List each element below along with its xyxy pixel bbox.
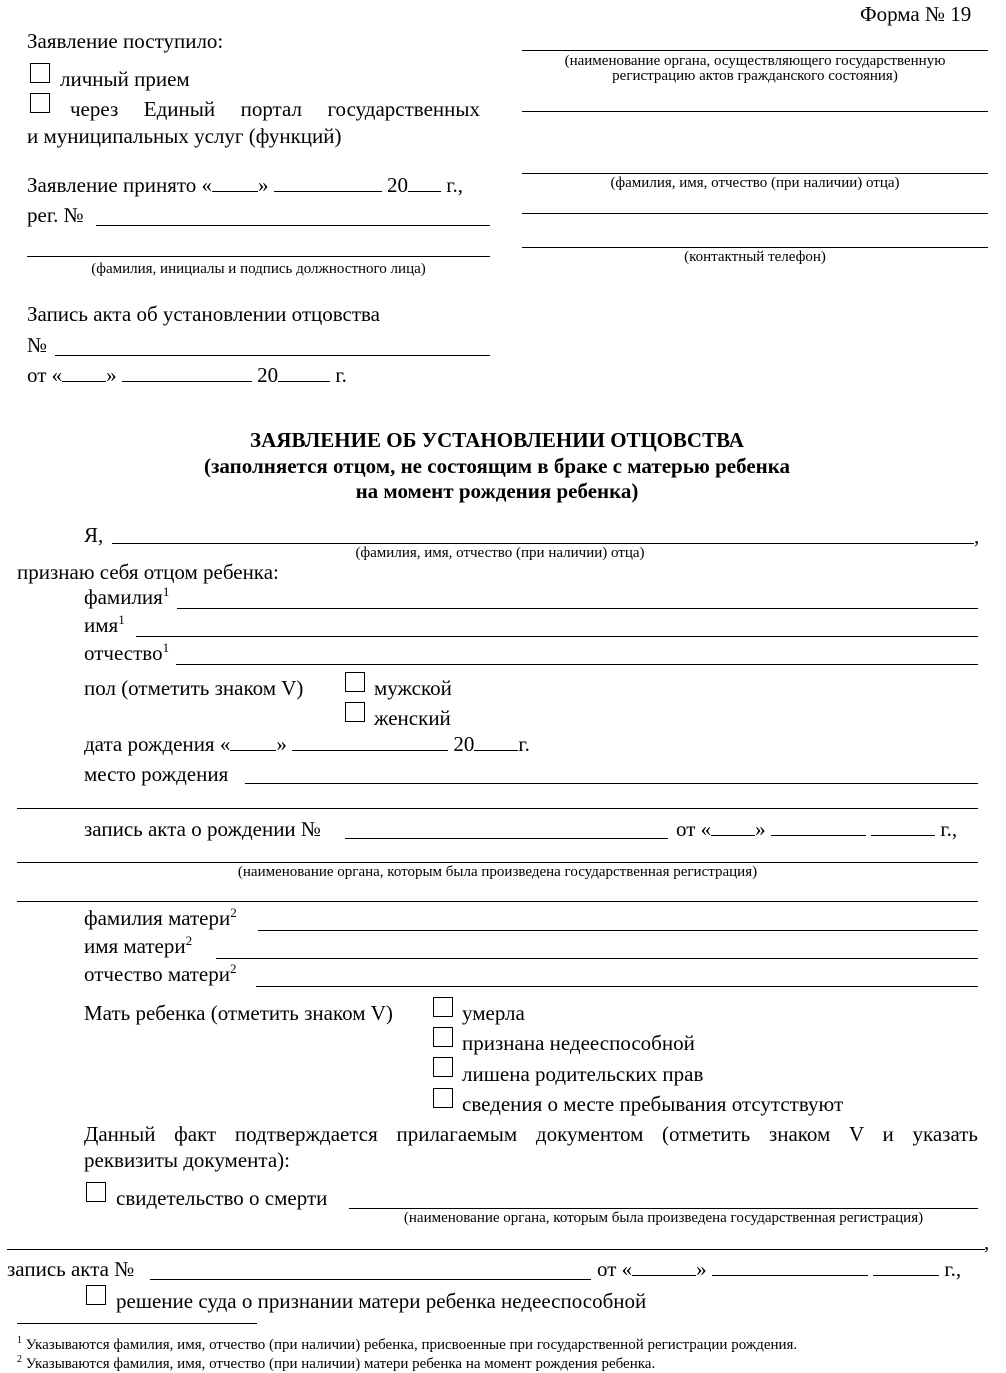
- record-year-prefix: 20: [257, 363, 279, 387]
- birth-record-authority-field-extra[interactable]: [17, 901, 978, 902]
- birth-date-prefix: дата рождения «: [84, 732, 231, 756]
- birth-record-authority-caption: (наименование органа, которым была произведена государственная регистрация): [237, 864, 758, 880]
- option-portal-line2: и муниципальных услуг (функций): [27, 124, 342, 148]
- footnote-ref-1: 1: [118, 612, 125, 627]
- option-portal-line1: через Единый портал государственных: [70, 97, 480, 121]
- birth-date-line: [84, 732, 530, 756]
- death-certificate-caption: (наименование органа, которым была произведена государственная регистрация): [403, 1210, 924, 1226]
- record-year-suffix: г.: [335, 363, 347, 387]
- birth-record-quote-close: »: [755, 817, 766, 841]
- accepted-year-suffix: г.,: [446, 173, 464, 197]
- record-month-field[interactable]: [122, 363, 252, 382]
- mother-patronymic-label: [84, 962, 237, 986]
- mother-patronymic-text: отчество матери: [84, 962, 230, 986]
- intake-label: Заявление поступило:: [27, 29, 224, 53]
- birth-record-authority-field[interactable]: [17, 862, 978, 863]
- birth-record-date-prefix: от «: [676, 817, 712, 841]
- death-certificate-field[interactable]: [349, 1208, 978, 1209]
- accepted-quote-close: »: [258, 173, 269, 197]
- proof-line2: реквизиты документа):: [84, 1148, 290, 1172]
- checkbox-portal[interactable]: [30, 93, 50, 113]
- child-surname-text: фамилия: [84, 585, 163, 609]
- death-record-year-suffix: г.,: [944, 1257, 962, 1281]
- mother-status-label: Мать ребенка (отметить знаком V): [84, 1001, 393, 1025]
- checkbox-mother-died[interactable]: [433, 997, 453, 1017]
- authority-caption-line2: регистрацию актов гражданского состояния): [612, 68, 898, 84]
- child-name-label: [84, 613, 125, 637]
- footnote-1-text: Указываются фамилия, имя, отчество (при наличии) ребенка, присвоенные при государственной регистрации рождения.: [22, 1337, 798, 1353]
- death-certificate-authority-field[interactable]: [7, 1249, 985, 1250]
- footnote-2-text: Указываются фамилия, имя, отчество (при наличии) матери ребенка на момент рождения ребенка.: [22, 1356, 656, 1372]
- child-name-text: имя: [84, 613, 119, 637]
- birth-day-field[interactable]: [230, 732, 276, 751]
- sex-female-label: женский: [374, 706, 451, 730]
- authority-caption-line1: (наименование органа, осуществляющего государственную: [564, 53, 946, 69]
- birth-record-day-field[interactable]: [711, 817, 755, 836]
- footnote-ref-2: 2: [185, 933, 193, 948]
- footnote-1: [17, 1337, 797, 1354]
- accepted-prefix: Заявление принято «: [27, 173, 213, 197]
- checkbox-mother-unknown[interactable]: [433, 1088, 453, 1108]
- birth-year-suffix: г.: [518, 732, 530, 756]
- declaration-i-label: Я,: [84, 523, 104, 547]
- record-quote-close: »: [106, 363, 117, 387]
- record-date-line: [27, 363, 347, 387]
- accepted-month-field[interactable]: [274, 173, 382, 192]
- checkbox-death-certificate[interactable]: [86, 1182, 106, 1202]
- sex-male-label: мужской: [374, 676, 452, 700]
- proof-comma: ,: [984, 1230, 990, 1254]
- death-record-date-line: [597, 1257, 961, 1281]
- checkbox-mother-incapable[interactable]: [433, 1027, 453, 1047]
- form-title: ЗАЯВЛЕНИЕ ОБ УСТАНОВЛЕНИИ ОТЦОВСТВА: [250, 428, 744, 452]
- death-record-label: запись акта №: [7, 1257, 135, 1281]
- death-record-quote-close: »: [696, 1257, 707, 1281]
- child-patronymic-text: отчество: [84, 641, 163, 665]
- record-label: Запись акта об установлении отцовства: [27, 302, 380, 326]
- father-caption: (фамилия, имя, отчество (при наличии) отца): [610, 175, 900, 191]
- phone-field[interactable]: [522, 247, 988, 248]
- mother-surname-label: [84, 906, 237, 930]
- birth-record-month-field[interactable]: [771, 817, 866, 836]
- mother-surname-field[interactable]: [258, 930, 978, 931]
- declarant-caption: (фамилия, имя, отчество (при наличии) отца): [355, 545, 645, 561]
- status-incapable-label: признана недееспособной: [462, 1031, 695, 1055]
- court-decision-label: решение суда о признании матери ребенка недееспособной: [116, 1289, 647, 1313]
- birth-record-year-field[interactable]: [871, 817, 935, 836]
- death-record-month-field[interactable]: [712, 1257, 868, 1276]
- status-unknown-label: сведения о месте пребывания отсутствуют: [462, 1092, 844, 1116]
- mother-patronymic-field[interactable]: [256, 986, 978, 987]
- footnote-ref-1: 1: [162, 640, 170, 655]
- official-signature-field[interactable]: [27, 256, 490, 257]
- birth-record-number-field[interactable]: [345, 838, 668, 839]
- child-surname-field[interactable]: [177, 608, 978, 609]
- checkbox-male[interactable]: [345, 672, 365, 692]
- birth-place-field-extra[interactable]: [17, 808, 978, 809]
- form-number: Форма № 19: [860, 2, 972, 26]
- death-record-date-prefix: от «: [597, 1257, 633, 1281]
- phone-caption: (контактный телефон): [684, 249, 826, 265]
- death-record-number-field[interactable]: [150, 1279, 591, 1280]
- official-caption: (фамилия, инициалы и подпись должностного лица): [91, 261, 426, 277]
- accepted-day-field[interactable]: [212, 173, 258, 192]
- mother-name-label: [84, 934, 192, 958]
- footnote-ref-2: 2: [230, 961, 237, 976]
- form-subtitle-line1: (заполняется отцом, не состоящим в браке с матерью ребенка: [203, 454, 791, 478]
- birth-month-field[interactable]: [292, 732, 448, 751]
- mother-surname-text: фамилия матери: [84, 906, 231, 930]
- birth-place-label: место рождения: [84, 762, 229, 786]
- status-died-label: умерла: [462, 1001, 525, 1025]
- footnote-2: [17, 1356, 655, 1373]
- accepted-year-field[interactable]: [408, 173, 441, 192]
- declaration-comma: ,: [974, 524, 980, 548]
- reg-number-label: рег. №: [27, 203, 84, 227]
- record-year-field[interactable]: [278, 363, 330, 382]
- record-number-field[interactable]: [55, 355, 490, 356]
- child-patronymic-field[interactable]: [176, 664, 978, 665]
- death-record-day-field[interactable]: [632, 1257, 696, 1276]
- accepted-line: [27, 173, 463, 197]
- recognize-statement: признаю себя отцом ребенка:: [17, 560, 279, 584]
- birth-record-year-suffix: г.,: [940, 817, 958, 841]
- birth-year-prefix: 20: [453, 732, 475, 756]
- authority-field[interactable]: [522, 50, 988, 51]
- mother-name-field[interactable]: [216, 958, 978, 959]
- proof-line1: Данный факт подтверждается прилагаемым документом (отметить знаком V и указать: [84, 1122, 978, 1146]
- declarant-name-field[interactable]: [112, 543, 974, 544]
- death-certificate-label: свидетельство о смерти: [116, 1186, 328, 1210]
- record-date-prefix: от «: [27, 363, 63, 387]
- checkbox-female[interactable]: [345, 702, 365, 722]
- record-number-label: №: [27, 333, 48, 357]
- birth-record-label: запись акта о рождении №: [84, 817, 321, 841]
- footnote-ref-1: 1: [162, 584, 170, 599]
- footnote-2-mark: 2: [17, 1354, 22, 1365]
- birth-place-field[interactable]: [245, 783, 978, 784]
- footnote-1-mark: 1: [17, 1335, 22, 1346]
- child-surname-label: [84, 585, 169, 609]
- accepted-year-prefix: 20: [387, 173, 409, 197]
- authority-field-extra[interactable]: [522, 111, 988, 112]
- death-record-year-field[interactable]: [873, 1257, 939, 1276]
- mother-name-text: имя матери: [84, 934, 186, 958]
- option-personal-visit: личный прием: [60, 67, 190, 91]
- checkbox-mother-deprived[interactable]: [433, 1057, 453, 1077]
- form-subtitle-line2: на момент рождения ребенка): [355, 479, 639, 503]
- sex-label: пол (отметить знаком V): [84, 676, 304, 700]
- father-address-field[interactable]: [522, 213, 988, 214]
- record-day-field[interactable]: [62, 363, 106, 382]
- status-deprived-label: лишена родительских прав: [462, 1062, 704, 1086]
- birth-year-field[interactable]: [474, 732, 518, 751]
- birth-record-date-line: [676, 817, 957, 841]
- child-patronymic-label: [84, 641, 169, 665]
- footnote-ref-2: 2: [230, 905, 237, 920]
- checkbox-personal-visit[interactable]: [30, 63, 50, 83]
- child-name-field[interactable]: [136, 636, 978, 637]
- father-name-field[interactable]: [522, 173, 988, 174]
- reg-number-field[interactable]: [96, 225, 490, 226]
- checkbox-court-decision[interactable]: [86, 1285, 106, 1305]
- footnote-separator: [17, 1323, 257, 1324]
- birth-quote-close: »: [276, 732, 287, 756]
